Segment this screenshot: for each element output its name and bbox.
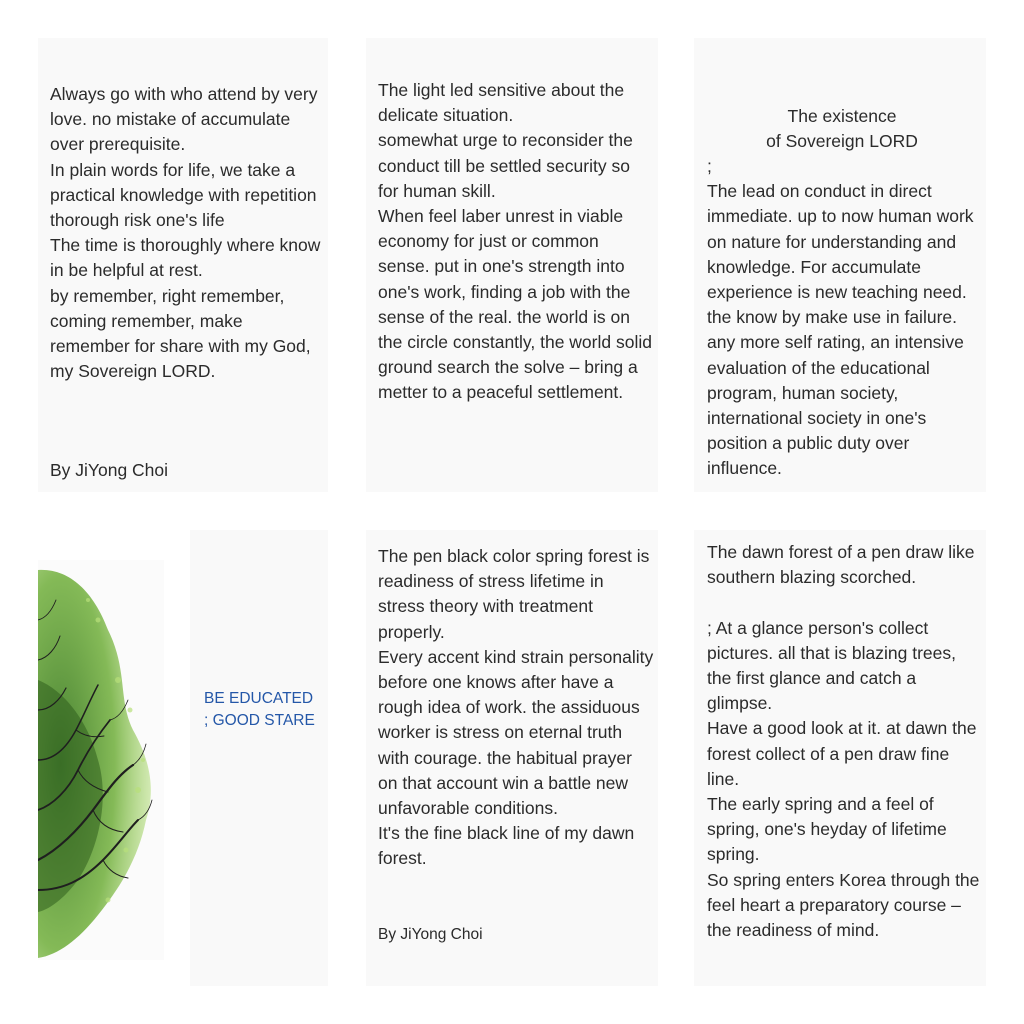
poem-card-2 [366, 38, 658, 492]
art-label: BE EDUCATED ; GOOD STARE [204, 690, 315, 729]
poem-card-5 [366, 530, 658, 986]
poem-5-text: The pen black color spring forest is readiness of stress lifetime in stress theory with treatment properly. Every accent kind strain personality before one knows after have a rough idea of work. the assiduous worker is stress on eternal truth with courage. the habitual prayer on that account win a battle new unfavorable conditions. It's the fine black line of my dawn forest. [378, 546, 654, 869]
art-label-panel [190, 530, 328, 986]
poem-card-3 [694, 38, 986, 492]
poem-2-text: The light led sensitive about the delicate situation. somewhat urge to reconsider the conduct till be settled security so for human skill. When feel laber unrest in viable economy for just or common sense. put in one's strength into one's work, finding a job with the sense of the real. the world is on the circle constantly, the world solid ground search the solve – bring a metter to a peaceful settlement. [378, 80, 652, 403]
poem-6-text: The dawn forest of a pen draw like southern blazing scorched. ; At a glance person's collect pictures. all that is blazing trees, the first glance and catch a glimpse. Have a good look at it. at dawn the forest collect of a pen draw fine line. The early spring and a feel of spring, one's heyday of lifetime spring. So spring enters Korea through the feel heart a preparatory course – the readiness of mind. [707, 542, 980, 941]
poem-3-text: ; The lead on conduct in direct immediate. up to now human work on nature for understanding and knowledge. For accumulate experience is new teaching need. the know by make use in failure. any more self rating, an intensive evaluation of the educational program, human society, international society in one's position a public duty over influence. [707, 156, 974, 479]
poem-card-1 [38, 38, 328, 492]
poem-card-6 [694, 530, 986, 986]
poem-3-title: The existence of Sovereign LORD [766, 106, 918, 152]
tree-illustration [38, 560, 164, 960]
poem-1-byline: By JiYong Choi [50, 460, 169, 480]
tree-drawing-icon [38, 560, 164, 960]
poem-1-text: Always go with who attend by very love. no mistake of accumulate over prerequisite. In plain words for life, we take a practical knowledge with repetition thorough risk one's life The time is thoroughly where know in be helpful at rest. by remember, right remember, coming remember, make remember for share with my God, my Sovereign LORD. [50, 84, 321, 382]
poem-5-byline: By JiYong Choi [378, 926, 483, 943]
art-card [38, 530, 328, 986]
